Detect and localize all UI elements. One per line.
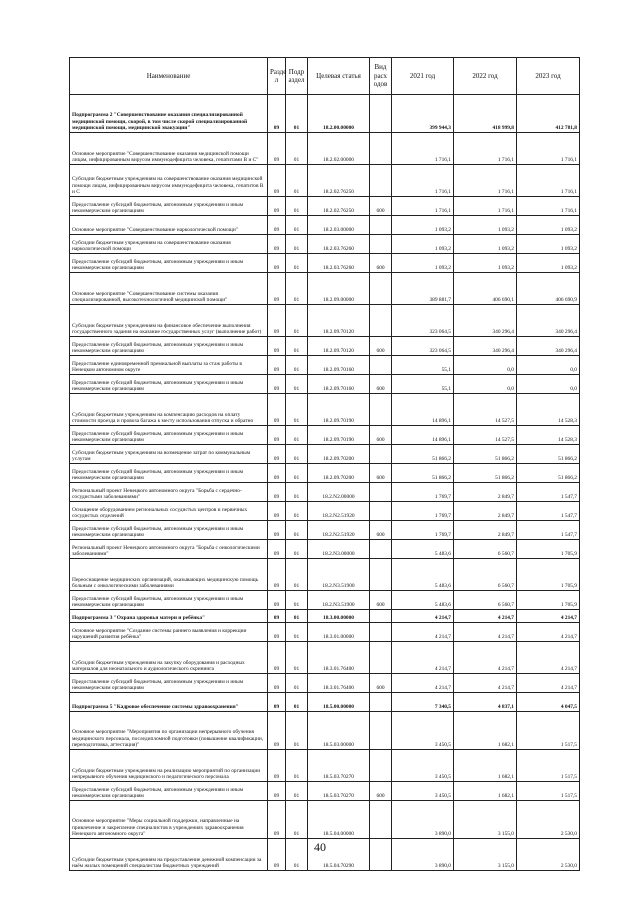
row-target-article: 18.2.09.70190 bbox=[308, 426, 370, 445]
row-expense-type bbox=[370, 445, 392, 464]
row-expense-type bbox=[370, 273, 392, 305]
row-razdel: 09 bbox=[268, 610, 286, 623]
row-razdel: 09 bbox=[268, 394, 286, 426]
row-2022: 418 999,8 bbox=[454, 95, 517, 133]
row-2022: 6 560,7 bbox=[454, 540, 517, 559]
row-2023: 1 716,1 bbox=[517, 197, 580, 216]
row-target-article: 18.2.00.00000 bbox=[308, 95, 370, 133]
table-row bbox=[70, 540, 580, 559]
row-target-article: 18.2.N3.51900 bbox=[308, 591, 370, 610]
row-2022: 2 849,7 bbox=[454, 502, 517, 521]
row-name: Субсидии бюджетным учреждениям на предоставление денежной компенсации за наём жилых помещений специалистам бюджетных учреждений bbox=[70, 839, 268, 871]
row-expense-type bbox=[370, 502, 392, 521]
row-2023: 4 047,5 bbox=[517, 693, 580, 712]
row-expense-type bbox=[370, 235, 392, 254]
row-podrazdel: 01 bbox=[286, 273, 308, 305]
row-2021: 7 340,5 bbox=[392, 693, 454, 712]
table-row bbox=[70, 674, 580, 693]
row-podrazdel: 01 bbox=[286, 337, 308, 356]
table-row bbox=[70, 133, 580, 165]
row-2021: 14 896,1 bbox=[392, 394, 454, 426]
row-expense-type: 600 bbox=[370, 197, 392, 216]
row-podrazdel: 01 bbox=[286, 375, 308, 394]
row-name: Предоставление субсидий бюджетным, автономным учреждениям и иным некоммерческим организациям bbox=[70, 591, 268, 610]
table-row bbox=[70, 642, 580, 674]
row-2023: 1 705,9 bbox=[517, 591, 580, 610]
row-target-article: 18.2.N2.51920 bbox=[308, 502, 370, 521]
row-expense-type bbox=[370, 483, 392, 502]
table-row bbox=[70, 591, 580, 610]
row-razdel: 09 bbox=[268, 445, 286, 464]
row-name: Субсидии бюджетным учреждениям на компенсацию расходов на оплату стоимости проезда и провоза багажа к месту использования отпуска и обратно bbox=[70, 394, 268, 426]
row-2023: 0,0 bbox=[517, 356, 580, 375]
row-2023: 1 705,9 bbox=[517, 540, 580, 559]
row-2021: 5 483,6 bbox=[392, 540, 454, 559]
row-razdel: 09 bbox=[268, 591, 286, 610]
table-row bbox=[70, 693, 580, 712]
row-expense-type bbox=[370, 165, 392, 197]
row-razdel: 09 bbox=[268, 502, 286, 521]
row-2023: 1 547,7 bbox=[517, 521, 580, 540]
row-2022: 1 716,1 bbox=[454, 133, 517, 165]
row-podrazdel: 01 bbox=[286, 750, 308, 782]
row-name: Предоставление субсидий бюджетным, автономным учреждениям и иным некоммерческим организациям bbox=[70, 464, 268, 483]
row-2023: 1 547,7 bbox=[517, 502, 580, 521]
table-row bbox=[70, 610, 580, 623]
row-2022: 6 560,7 bbox=[454, 591, 517, 610]
row-2022: 0,0 bbox=[454, 356, 517, 375]
table-row bbox=[70, 445, 580, 464]
row-podrazdel: 01 bbox=[286, 540, 308, 559]
row-2021: 4 214,7 bbox=[392, 674, 454, 693]
table-row bbox=[70, 426, 580, 445]
row-expense-type: 600 bbox=[370, 337, 392, 356]
row-2021: 399 944,3 bbox=[392, 95, 454, 133]
row-name: Субсидии бюджетным учреждениям на реализацию мероприятий по организации непрерывного обучения медицинского и педагогического персонала bbox=[70, 750, 268, 782]
row-2022: 1 716,1 bbox=[454, 165, 517, 197]
row-2021: 3 890,0 bbox=[392, 839, 454, 871]
row-target-article: 18.2.09.70190 bbox=[308, 394, 370, 426]
row-name: Оснащение оборудованием региональных сосудистых центров и первичных сосудистых отделений bbox=[70, 502, 268, 521]
table-body bbox=[70, 95, 580, 871]
row-podrazdel: 01 bbox=[286, 394, 308, 426]
row-2022: 1 716,1 bbox=[454, 197, 517, 216]
table-row bbox=[70, 95, 580, 133]
row-2021: 1 716,1 bbox=[392, 165, 454, 197]
table-row bbox=[70, 521, 580, 540]
row-2022: 340 296,4 bbox=[454, 305, 517, 337]
row-expense-type: 600 bbox=[370, 782, 392, 801]
row-2023: 1 517,5 bbox=[517, 712, 580, 750]
row-razdel: 09 bbox=[268, 464, 286, 483]
row-razdel: 09 bbox=[268, 197, 286, 216]
row-2022: 1 093,2 bbox=[454, 216, 517, 235]
row-podrazdel: 01 bbox=[286, 674, 308, 693]
row-name: Основное мероприятие "Меры социальной поддержки, направленные на привлечение и закрепление специалистов в учреждениях здравоохранения Ненецкого автономного округа" bbox=[70, 801, 268, 839]
table-row bbox=[70, 750, 580, 782]
row-name: Субсидии бюджетным учреждениям на совершенствование оказания медицинской помощи лицам, инфицированным вирусом иммунодефицита человека, гепатитов В и С bbox=[70, 165, 268, 197]
row-podrazdel: 01 bbox=[286, 610, 308, 623]
row-name: Предоставление субсидий бюджетным, автономным учреждениям и иным некоммерческим организациям bbox=[70, 197, 268, 216]
row-2022: 1 093,2 bbox=[454, 235, 517, 254]
row-name: Предоставление субсидий бюджетным, автономным учреждениям и иным некоммерческим организациям bbox=[70, 426, 268, 445]
row-name: Субсидии бюджетным учреждениям на закупку оборудования и расходных материалов для неонатального и аудиологического скрининга bbox=[70, 642, 268, 674]
row-2021: 1 716,1 bbox=[392, 133, 454, 165]
row-2022: 14 527,5 bbox=[454, 426, 517, 445]
row-expense-type: 600 bbox=[370, 464, 392, 483]
row-2021: 5 483,6 bbox=[392, 591, 454, 610]
row-razdel: 09 bbox=[268, 712, 286, 750]
row-expense-type bbox=[370, 356, 392, 375]
row-2023: 51 866,2 bbox=[517, 445, 580, 464]
row-2023: 1 547,7 bbox=[517, 483, 580, 502]
row-2022: 1 682,1 bbox=[454, 750, 517, 782]
row-2021: 1 093,2 bbox=[392, 235, 454, 254]
row-expense-type bbox=[370, 95, 392, 133]
table-row bbox=[70, 273, 580, 305]
row-expense-type bbox=[370, 305, 392, 337]
row-target-article: 18.2.09.70120 bbox=[308, 337, 370, 356]
row-name: Подпрограмма 2 "Совершенствование оказания специализированной медицинской помощи, скорой, в том числе скорой специализированной медицинской помощи, медицинской эвакуации" bbox=[70, 95, 268, 133]
row-2022: 2 849,7 bbox=[454, 483, 517, 502]
row-target-article: 18.2.03.76260 bbox=[308, 254, 370, 273]
row-target-article: 18.5.03.70270 bbox=[308, 750, 370, 782]
header-razdel: Разде л bbox=[268, 58, 286, 95]
row-podrazdel: 01 bbox=[286, 197, 308, 216]
header-target-article: Целевая статья bbox=[308, 58, 370, 95]
row-podrazdel: 01 bbox=[286, 356, 308, 375]
row-razdel: 09 bbox=[268, 133, 286, 165]
row-2021: 1 716,1 bbox=[392, 197, 454, 216]
table-row bbox=[70, 235, 580, 254]
header-podrazdel: Подр аздел bbox=[286, 58, 308, 95]
row-razdel: 09 bbox=[268, 483, 286, 502]
row-expense-type: 600 bbox=[370, 254, 392, 273]
row-target-article: 18.2.09.70200 bbox=[308, 445, 370, 464]
row-2023: 412 781,8 bbox=[517, 95, 580, 133]
row-2021: 14 896,1 bbox=[392, 426, 454, 445]
row-target-article: 18.5.00.00000 bbox=[308, 693, 370, 712]
row-expense-type bbox=[370, 642, 392, 674]
row-podrazdel: 01 bbox=[286, 426, 308, 445]
row-expense-type bbox=[370, 559, 392, 591]
row-podrazdel: 01 bbox=[286, 483, 308, 502]
row-name: Субсидии бюджетным учреждениям на совершенствование оказания наркологической помощи bbox=[70, 235, 268, 254]
row-2022: 2 849,7 bbox=[454, 521, 517, 540]
row-expense-type bbox=[370, 750, 392, 782]
table-row bbox=[70, 375, 580, 394]
row-2023: 0,0 bbox=[517, 375, 580, 394]
row-name: Предоставление субсидий бюджетным, автономным учреждениям и иным некоммерческим организациям bbox=[70, 782, 268, 801]
row-target-article: 18.2.09.70120 bbox=[308, 305, 370, 337]
row-target-article: 18.2.03.76260 bbox=[308, 235, 370, 254]
budget-table bbox=[69, 57, 580, 871]
row-2022: 0,0 bbox=[454, 375, 517, 394]
row-2022: 4 837,1 bbox=[454, 693, 517, 712]
table-row bbox=[70, 712, 580, 750]
row-name: Переоснащение медицинских организаций, оказывающих медицинскую помощь больным с онкологическими заболеваниями bbox=[70, 559, 268, 591]
row-target-article: 18.2.09.70160 bbox=[308, 375, 370, 394]
table-row bbox=[70, 464, 580, 483]
row-2023: 1 517,5 bbox=[517, 782, 580, 801]
row-podrazdel: 01 bbox=[286, 623, 308, 642]
row-2023: 1 716,1 bbox=[517, 133, 580, 165]
row-2022: 340 296,4 bbox=[454, 337, 517, 356]
row-name: Предоставление субсидий бюджетным, автономным учреждениям и иным некоммерческим организациям bbox=[70, 254, 268, 273]
row-razdel: 09 bbox=[268, 337, 286, 356]
row-2023: 4 214,7 bbox=[517, 674, 580, 693]
row-name: Подпрограмма 5 "Кадровое обеспечение системы здравоохранения" bbox=[70, 693, 268, 712]
row-target-article: 18.2.N2.00000 bbox=[308, 483, 370, 502]
row-podrazdel: 01 bbox=[286, 235, 308, 254]
table-row bbox=[70, 394, 580, 426]
row-name: Основное мероприятие "Создание системы раннего выявления и коррекции нарушений развития ребёнка" bbox=[70, 623, 268, 642]
row-podrazdel: 01 bbox=[286, 464, 308, 483]
row-razdel: 09 bbox=[268, 426, 286, 445]
row-razdel: 09 bbox=[268, 839, 286, 871]
row-target-article: 18.2.02.00000 bbox=[308, 133, 370, 165]
row-podrazdel: 01 bbox=[286, 305, 308, 337]
row-name: Предоставление субсидий бюджетным, автономным учреждениям и иным некоммерческим организациям bbox=[70, 674, 268, 693]
row-name: Предоставление единовременной премиальной выплаты за стаж работы в Ненецком автономном округе bbox=[70, 356, 268, 375]
row-podrazdel: 01 bbox=[286, 133, 308, 165]
row-expense-type: 600 bbox=[370, 521, 392, 540]
row-podrazdel: 01 bbox=[286, 782, 308, 801]
row-podrazdel: 01 bbox=[286, 591, 308, 610]
row-expense-type: 600 bbox=[370, 426, 392, 445]
row-2022: 51 866,2 bbox=[454, 464, 517, 483]
row-podrazdel: 01 bbox=[286, 801, 308, 839]
row-razdel: 09 bbox=[268, 693, 286, 712]
row-target-article: 18.3.01.76400 bbox=[308, 674, 370, 693]
row-target-article: 18.2.02.76250 bbox=[308, 197, 370, 216]
row-target-article: 18.3.00.00000 bbox=[308, 610, 370, 623]
row-2022: 3 155,0 bbox=[454, 801, 517, 839]
row-2023: 340 296,4 bbox=[517, 337, 580, 356]
table-row bbox=[70, 305, 580, 337]
table-row bbox=[70, 165, 580, 197]
row-2022: 4 214,7 bbox=[454, 610, 517, 623]
row-2023: 340 296,4 bbox=[517, 305, 580, 337]
header-2021: 2021 год bbox=[392, 58, 454, 95]
row-expense-type: 600 bbox=[370, 591, 392, 610]
row-expense-type bbox=[370, 216, 392, 235]
row-expense-type bbox=[370, 610, 392, 623]
row-2021: 1 769,7 bbox=[392, 502, 454, 521]
table-row bbox=[70, 254, 580, 273]
row-target-article: 18.5.04.70290 bbox=[308, 839, 370, 871]
row-2022: 6 560,7 bbox=[454, 559, 517, 591]
row-target-article: 18.2.N2.51920 bbox=[308, 521, 370, 540]
row-target-article: 18.2.N3.00000 bbox=[308, 540, 370, 559]
row-expense-type bbox=[370, 712, 392, 750]
row-expense-type bbox=[370, 623, 392, 642]
row-razdel: 09 bbox=[268, 559, 286, 591]
table-row bbox=[70, 483, 580, 502]
row-2023: 51 866,2 bbox=[517, 464, 580, 483]
row-expense-type bbox=[370, 801, 392, 839]
row-podrazdel: 01 bbox=[286, 521, 308, 540]
row-podrazdel: 01 bbox=[286, 216, 308, 235]
row-target-article: 18.2.02.76250 bbox=[308, 165, 370, 197]
row-2022: 1 682,1 bbox=[454, 712, 517, 750]
row-2022: 51 866,2 bbox=[454, 445, 517, 464]
row-2022: 3 155,0 bbox=[454, 839, 517, 871]
row-2022: 1 682,1 bbox=[454, 782, 517, 801]
row-podrazdel: 01 bbox=[286, 165, 308, 197]
row-name: Предоставление субсидий бюджетным, автономным учреждениям и иным некоммерческим организациям bbox=[70, 337, 268, 356]
row-podrazdel: 01 bbox=[286, 559, 308, 591]
row-2023: 1 705,9 bbox=[517, 559, 580, 591]
row-name: Предоставление субсидий бюджетным, автономным учреждениям и иным некоммерческим организациям bbox=[70, 521, 268, 540]
row-expense-type bbox=[370, 540, 392, 559]
row-expense-type: 600 bbox=[370, 375, 392, 394]
header-expense-type: Вид расх одов bbox=[370, 58, 392, 95]
page-number: 40 bbox=[314, 840, 326, 854]
row-podrazdel: 01 bbox=[286, 95, 308, 133]
row-name: Субсидии бюджетным учреждениям на финансовое обеспечение выполнения государственного задания на оказание государственных услуг (выполнение работ) bbox=[70, 305, 268, 337]
row-razdel: 09 bbox=[268, 674, 286, 693]
row-target-article: 18.2.N3.51900 bbox=[308, 559, 370, 591]
row-name: Основное мероприятие "Совершенствование оказания медицинской помощи лицам, инфицированным вирусом иммунодефицита человека, гепатитами В и С" bbox=[70, 133, 268, 165]
row-2022: 1 093,2 bbox=[454, 254, 517, 273]
row-name: Подпрограмма 3 "Охрана здоровья матери и ребёнка" bbox=[70, 610, 268, 623]
row-target-article: 18.5.04.00000 bbox=[308, 801, 370, 839]
row-podrazdel: 01 bbox=[286, 502, 308, 521]
row-target-article: 18.2.09.00000 bbox=[308, 273, 370, 305]
row-podrazdel: 01 bbox=[286, 839, 308, 871]
row-podrazdel: 01 bbox=[286, 642, 308, 674]
row-name: Основное мероприятие "Мероприятия по организации непрерывного обучения медицинского персонала, последипломной подготовки (повышение квалификации, переподготовка, аттестация)" bbox=[70, 712, 268, 750]
row-razdel: 09 bbox=[268, 521, 286, 540]
row-2023: 4 214,7 bbox=[517, 642, 580, 674]
row-razdel: 09 bbox=[268, 375, 286, 394]
row-2021: 51 866,2 bbox=[392, 445, 454, 464]
row-razdel: 09 bbox=[268, 273, 286, 305]
row-razdel: 09 bbox=[268, 750, 286, 782]
row-razdel: 09 bbox=[268, 235, 286, 254]
row-expense-type: 600 bbox=[370, 674, 392, 693]
row-podrazdel: 01 bbox=[286, 693, 308, 712]
row-target-article: 18.2.09.70160 bbox=[308, 356, 370, 375]
row-2023: 14 528,3 bbox=[517, 426, 580, 445]
table-row bbox=[70, 197, 580, 216]
row-2021: 4 214,7 bbox=[392, 623, 454, 642]
table-row bbox=[70, 801, 580, 839]
row-razdel: 09 bbox=[268, 801, 286, 839]
row-2023: 2 530,0 bbox=[517, 801, 580, 839]
table-row bbox=[70, 356, 580, 375]
row-target-article: 18.2.03.00000 bbox=[308, 216, 370, 235]
row-target-article: 18.5.03.00000 bbox=[308, 712, 370, 750]
row-2021: 3 450,5 bbox=[392, 712, 454, 750]
row-podrazdel: 01 bbox=[286, 254, 308, 273]
row-expense-type bbox=[370, 394, 392, 426]
row-name: Основное мероприятие "Совершенствование наркологической помощи" bbox=[70, 216, 268, 235]
row-2023: 1 093,2 bbox=[517, 216, 580, 235]
table-row bbox=[70, 623, 580, 642]
row-target-article: 18.2.09.70200 bbox=[308, 464, 370, 483]
row-2023: 1 517,5 bbox=[517, 750, 580, 782]
row-razdel: 09 bbox=[268, 356, 286, 375]
row-target-article: 18.5.03.70270 bbox=[308, 782, 370, 801]
row-2021: 3 450,5 bbox=[392, 750, 454, 782]
row-target-article: 18.3.01.76400 bbox=[308, 642, 370, 674]
row-razdel: 09 bbox=[268, 623, 286, 642]
row-2023: 1 093,2 bbox=[517, 235, 580, 254]
row-razdel: 09 bbox=[268, 305, 286, 337]
row-name: Субсидии бюджетным учреждениям на возмещение затрат по коммунальным услугам bbox=[70, 445, 268, 464]
row-2021: 389 881,7 bbox=[392, 273, 454, 305]
row-razdel: 09 bbox=[268, 165, 286, 197]
row-2022: 4 214,7 bbox=[454, 674, 517, 693]
row-razdel: 09 bbox=[268, 642, 286, 674]
row-2021: 51 866,2 bbox=[392, 464, 454, 483]
row-2021: 3 890,0 bbox=[392, 801, 454, 839]
table-row bbox=[70, 502, 580, 521]
row-2022: 4 214,7 bbox=[454, 623, 517, 642]
row-expense-type bbox=[370, 693, 392, 712]
row-razdel: 09 bbox=[268, 216, 286, 235]
row-2021: 1 769,7 bbox=[392, 521, 454, 540]
row-2021: 5 483,6 bbox=[392, 559, 454, 591]
row-razdel: 09 bbox=[268, 95, 286, 133]
row-name: Региональный проект Ненецкого автономного округа "Борьба с сердечно-сосудистыми заболеваниями" bbox=[70, 483, 268, 502]
table-row bbox=[70, 337, 580, 356]
row-2021: 1 093,2 bbox=[392, 254, 454, 273]
row-2021: 4 214,7 bbox=[392, 610, 454, 623]
row-2023: 1 093,2 bbox=[517, 254, 580, 273]
row-razdel: 09 bbox=[268, 540, 286, 559]
row-2023: 4 214,7 bbox=[517, 610, 580, 623]
row-2023: 406 690,9 bbox=[517, 273, 580, 305]
row-2022: 14 527,5 bbox=[454, 394, 517, 426]
row-name: Региональный проект Ненецкого автономного округа "Борьба с онкологическими заболеваниями" bbox=[70, 540, 268, 559]
row-razdel: 09 bbox=[268, 782, 286, 801]
row-2021: 323 064,5 bbox=[392, 305, 454, 337]
header-name: Наименование bbox=[70, 58, 268, 95]
row-razdel: 09 bbox=[268, 254, 286, 273]
table-row bbox=[70, 559, 580, 591]
row-2023: 14 528,3 bbox=[517, 394, 580, 426]
row-2022: 406 690,1 bbox=[454, 273, 517, 305]
table-header-row bbox=[70, 58, 580, 95]
row-name: Предоставление субсидий бюджетным, автономным учреждениям и иным некоммерческим организациям bbox=[70, 375, 268, 394]
row-2021: 1 093,2 bbox=[392, 216, 454, 235]
row-2023: 4 214,7 bbox=[517, 623, 580, 642]
header-2023: 2023 год bbox=[517, 58, 580, 95]
row-2023: 2 530,0 bbox=[517, 839, 580, 871]
row-2021: 4 214,7 bbox=[392, 642, 454, 674]
row-podrazdel: 01 bbox=[286, 712, 308, 750]
table-row bbox=[70, 216, 580, 235]
row-2021: 55,1 bbox=[392, 375, 454, 394]
row-2021: 3 450,5 bbox=[392, 782, 454, 801]
row-2021: 1 769,7 bbox=[392, 483, 454, 502]
row-2021: 55,1 bbox=[392, 356, 454, 375]
header-2022: 2022 год bbox=[454, 58, 517, 95]
table-row bbox=[70, 782, 580, 801]
row-2021: 323 064,5 bbox=[392, 337, 454, 356]
row-podrazdel: 01 bbox=[286, 445, 308, 464]
row-name: Основное мероприятие "Совершенствование системы оказания специализированной, высокотехнологичной медицинской помощи" bbox=[70, 273, 268, 305]
row-target-article: 18.3.01.00000 bbox=[308, 623, 370, 642]
row-expense-type bbox=[370, 133, 392, 165]
row-2023: 1 716,1 bbox=[517, 165, 580, 197]
row-2022: 4 214,7 bbox=[454, 642, 517, 674]
